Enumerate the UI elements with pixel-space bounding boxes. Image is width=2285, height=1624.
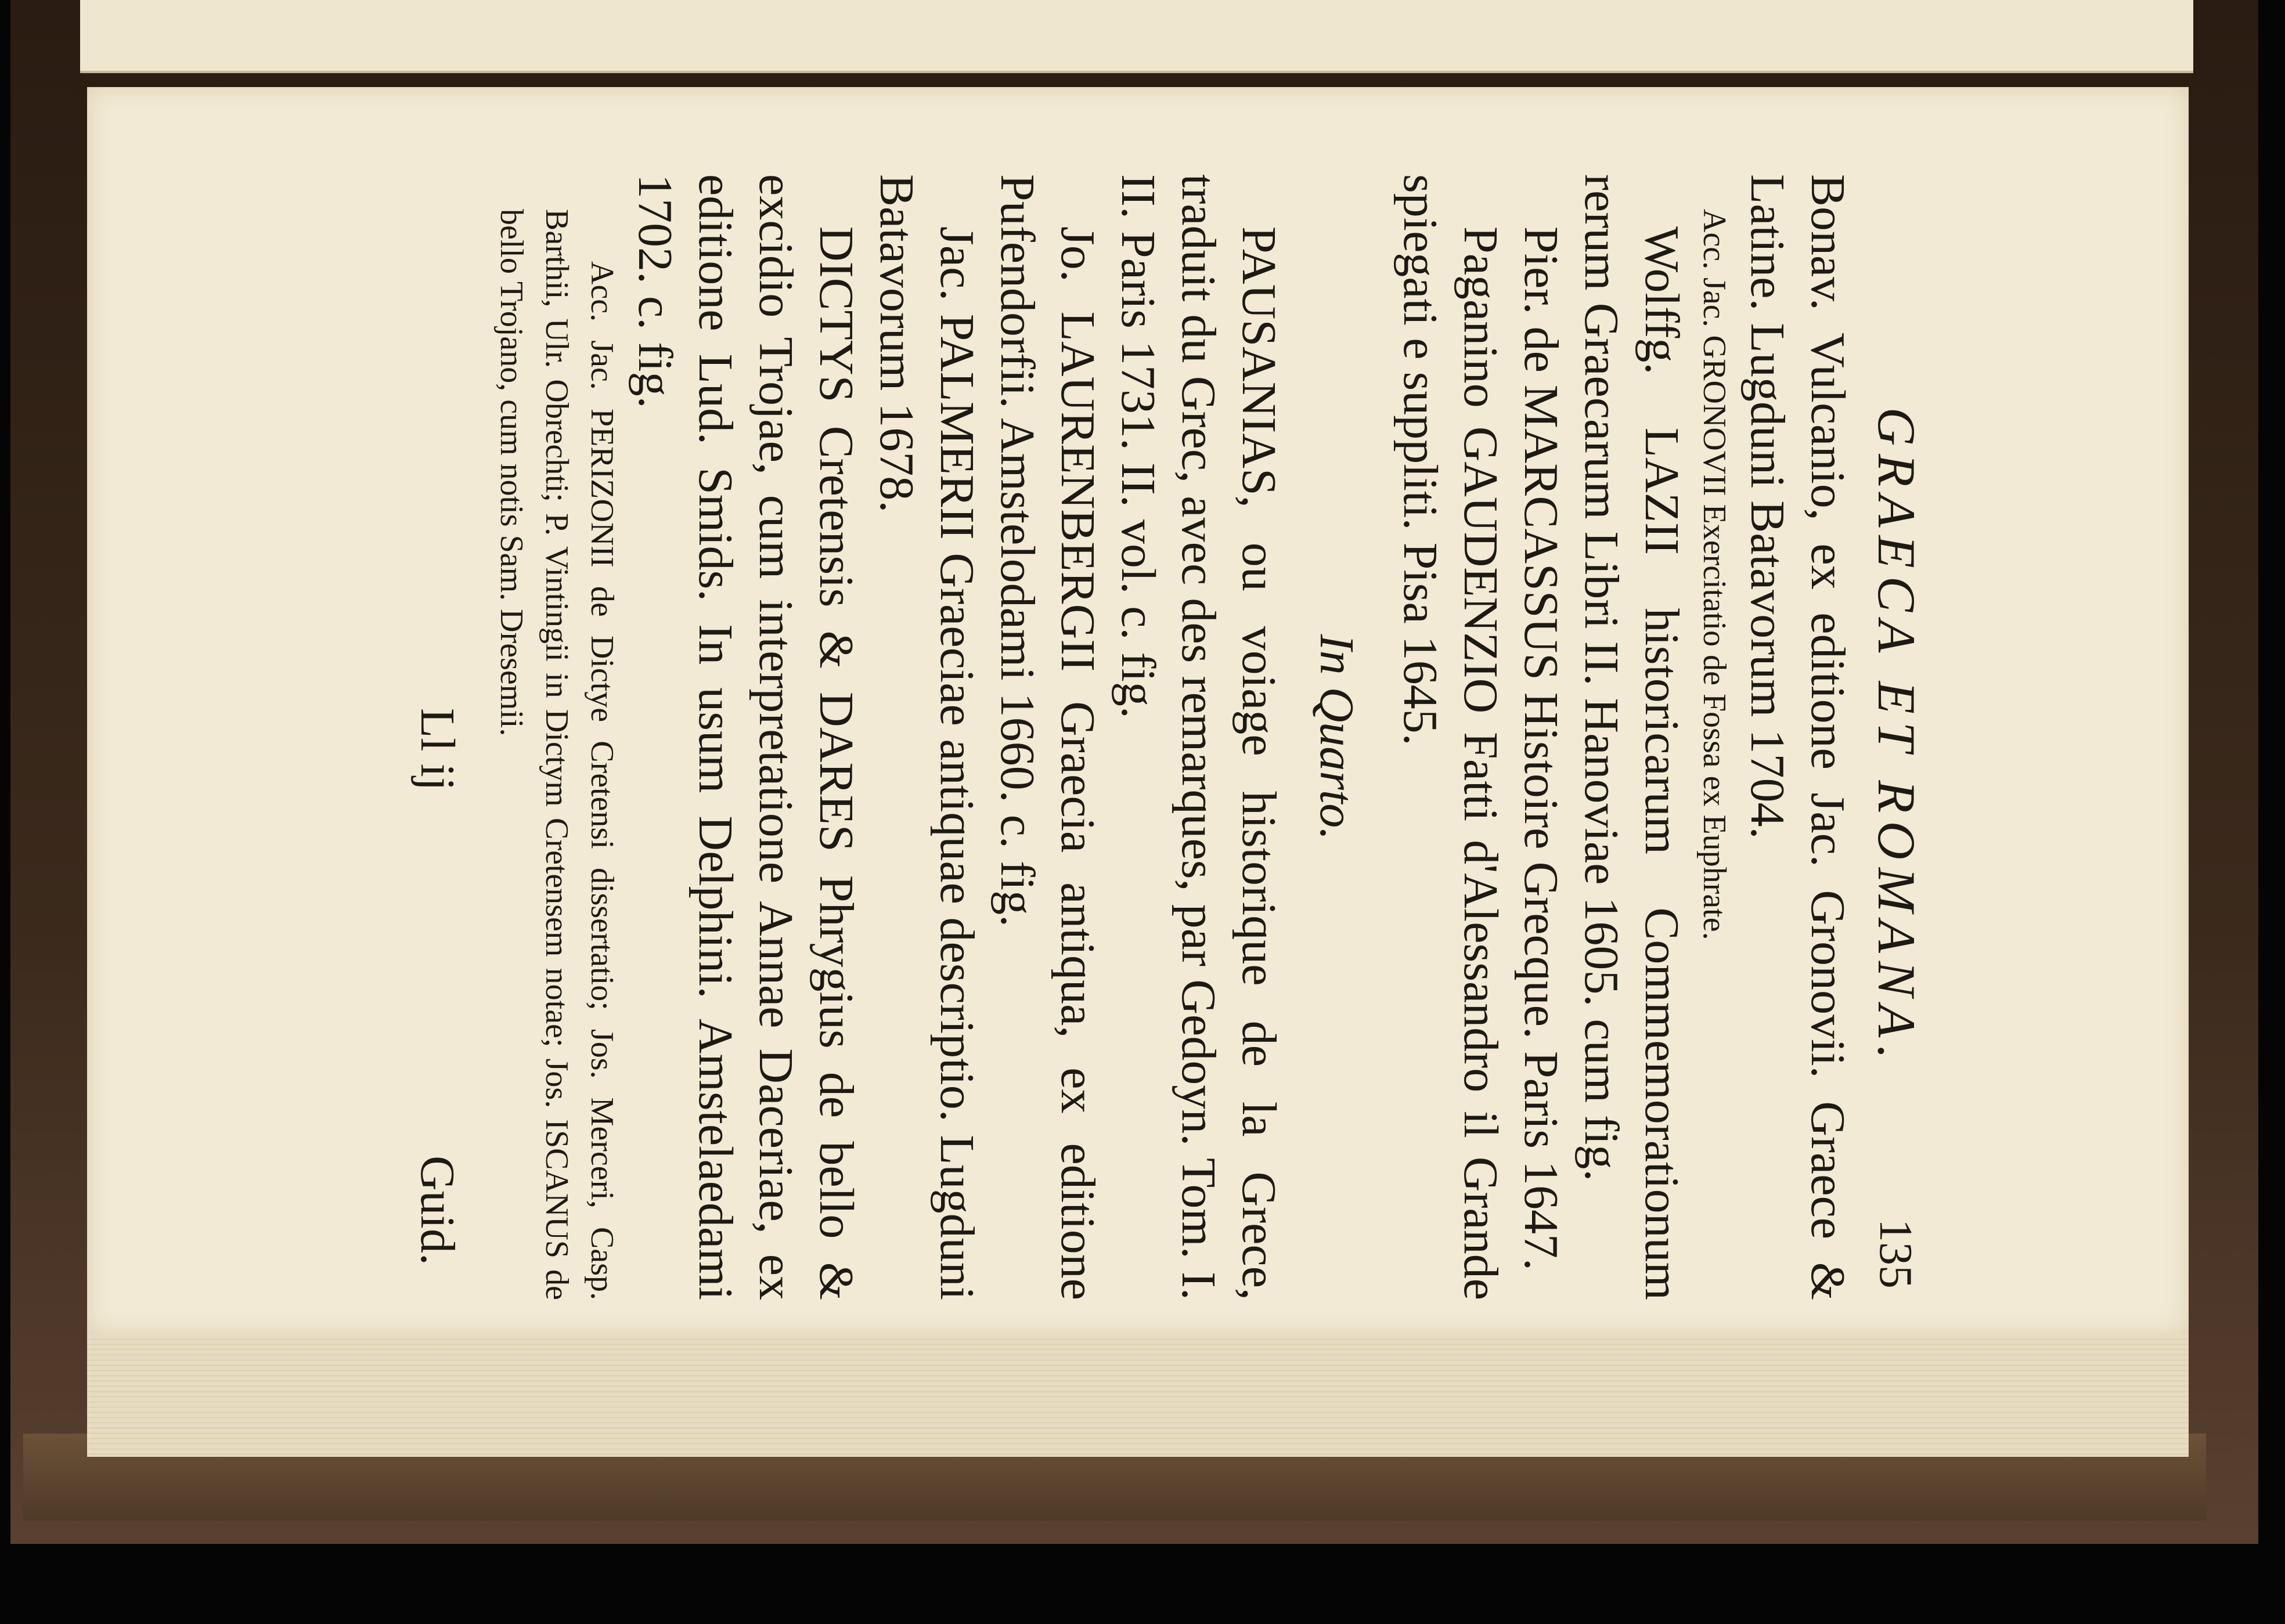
bibliography-entry: Bonav. Vulcanio, ex editione Jac. Gronovii. Graece & Latine. Lugduni Batavorum 1704. <box>1740 174 1855 1300</box>
running-title: GRAECA ET ROMANA. <box>1867 407 1926 1067</box>
page-text-block <box>313 174 1927 1300</box>
bibliography-entry: PAUSANIAS, ou voiage historique de la Grece, traduit du Grec, avec des remarques, par Gedoyn. Tom. I. II. Paris 1731. II. vol. c. fig. <box>1111 174 1286 1300</box>
catchword: Guid. <box>410 1156 464 1265</box>
bibliography-entry: Wolffg. LAZII historicarum Commemorationum rerum Graecarum Libri II. Hanoviae 1605. cum fig. <box>1574 174 1689 1300</box>
page-footer <box>396 174 466 1300</box>
bibliography-entry: DICTYS Cretensis & DARES Phrygius de bello & excidio Trojae, cum interpretatione Annae Daceriae, ex editione Lud. Smids. In usum Delphini. Amstelaedami 1702. c. fig. <box>628 174 863 1300</box>
bibliography-entry: Jac. PALMERII Graeciae antiquae descriptio. Lugduni Batavorum 1678. <box>870 174 984 1300</box>
entry-note: Acc. Jac. PERIZONII de Dictye Cretensi dissertatio; Jos. Merceri, Casp. Barthii, Ulr. Obrechti; P. Vintingii in Dictym Cretensem notae; Jos. ISCANUS de bello Trojano, cum notis Sam. Dresemii. <box>493 209 620 1300</box>
bibliography-entry: Jo. LAURENBERGII Graecia antiqua, ex editione Pufendorfii. Amstelodami 1660. c. fig. <box>990 174 1105 1300</box>
page-number: 135 <box>1870 1219 1921 1289</box>
page-fore-edge <box>87 1335 2189 1457</box>
section-heading: In Quarto. <box>1310 634 1364 840</box>
bibliography-entry: Pier. de MARCASSUS Histoire Grecque. Paris 1647. <box>1514 226 1568 1271</box>
bibliography-entry: Paganino GAUDENZIO Fatti d'Alessandro il Grande spiegati e suppliti. Pisa 1645. <box>1393 174 1508 1300</box>
entry-note: Acc. Jac. GRONOVII Exercitatio de Fossa ex Euphrate. <box>1696 209 1732 940</box>
page-header <box>1858 174 1927 1300</box>
previous-page-edge <box>80 0 2193 73</box>
signature-mark: Ll ij <box>410 708 464 791</box>
